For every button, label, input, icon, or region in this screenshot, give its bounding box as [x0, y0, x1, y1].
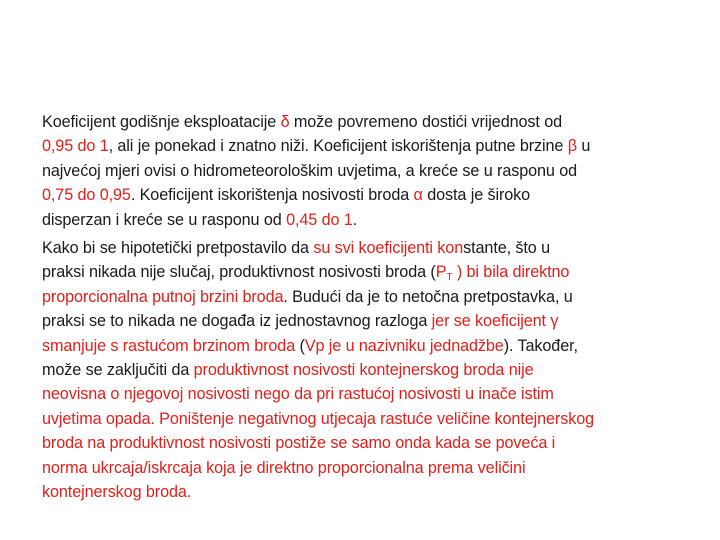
text-line — [42, 431, 682, 455]
body-text: najvećoj mjeri ovisi o hidrometeorološkim uvjetima, a kreće se u rasponu od — [42, 161, 578, 180]
body-text: stante, što u — [463, 239, 551, 257]
highlighted-text: T — [446, 272, 453, 284]
body-text: praksi nikada nije slučaj, produktivnost nosivosti broda ( — [42, 263, 436, 282]
body-text: Koeficijent godišnje eksploatacije — [42, 113, 281, 131]
text-line — [42, 358, 682, 382]
text-line — [42, 208, 682, 232]
highlighted-text: P — [435, 263, 447, 282]
body-text: praksi se to nikada ne događa iz jednostavnog razloga — [42, 312, 432, 331]
text-line — [42, 236, 682, 260]
highlighted-text: neovisna o njegovoj nosivosti nego da pri rastućoj nosivosti u inače istim — [42, 385, 554, 404]
highlighted-text: 0,45 do 1 — [286, 210, 353, 229]
text-line — [42, 480, 682, 504]
text-line — [42, 382, 682, 406]
text-line — [42, 334, 682, 358]
highlighted-text: ) bi bila direktno — [452, 263, 570, 282]
highlighted-text: broda na produktivnost nosivosti postiže se samo onda kada se poveća i — [42, 434, 556, 453]
text-line — [42, 183, 682, 207]
text-line — [42, 407, 682, 431]
highlighted-text: jer se koeficijent γ — [431, 312, 559, 331]
highlighted-text: proporcionalna putnoj brzini broda — [42, 287, 284, 306]
text-line — [42, 159, 682, 183]
text-line — [42, 285, 682, 309]
highlighted-text: su svi koeficijenti kon — [313, 239, 464, 257]
highlighted-text: α — [413, 186, 423, 205]
highlighted-text: produktivnost nosivosti kontejnerskog broda nije — [193, 361, 534, 380]
highlighted-text: norma ukrcaja/iskrcaja koja je direktno proporcionalna prema veličini — [42, 458, 526, 477]
text-line — [42, 110, 682, 134]
highlighted-text: β — [567, 137, 577, 156]
body-text: . — [352, 210, 358, 229]
body-text: Kako bi se hipotetički pretpostavilo da — [42, 239, 314, 257]
highlighted-text: smanjuje s rastućom brzinom broda — [42, 336, 296, 355]
highlighted-text: kontejnerskog broda. — [42, 483, 192, 502]
body-text: može povremeno dostići vrijednost od — [289, 113, 563, 131]
body-text: . Koeficijent iskorištenja nosivosti broda — [130, 186, 414, 205]
body-text: . Budući da je to netočna pretpostavka, u — [283, 287, 573, 306]
highlighted-text: δ — [280, 113, 290, 131]
paragraph-productivity-hypothesis — [42, 236, 682, 504]
paragraph-exploitation-coefficients — [42, 110, 682, 232]
body-text: dosta je široko — [422, 186, 531, 205]
text-line — [42, 134, 682, 158]
text-line — [42, 456, 682, 480]
body-text: ( — [295, 336, 305, 355]
highlighted-text: uvjetima opada. Poništenje negativnog utjecaja rastuće veličine kontejnerskog — [42, 409, 595, 428]
body-text: ). Također, — [503, 336, 578, 355]
body-text: disperzan i kreće se u rasponu od — [42, 210, 287, 229]
highlighted-text: 0,75 do 0,95 — [42, 186, 131, 205]
body-text: može se zaključiti da — [42, 361, 194, 380]
text-line — [42, 260, 682, 284]
highlighted-text: 0,95 do 1 — [42, 137, 109, 156]
body-text: , ali je ponekad i znatno niži. Koeficijent iskorištenja putne brzine — [108, 137, 568, 156]
highlighted-text: Vp je u nazivniku jednadžbe — [304, 336, 504, 355]
body-text: u — [576, 137, 591, 156]
text-line — [42, 309, 682, 333]
